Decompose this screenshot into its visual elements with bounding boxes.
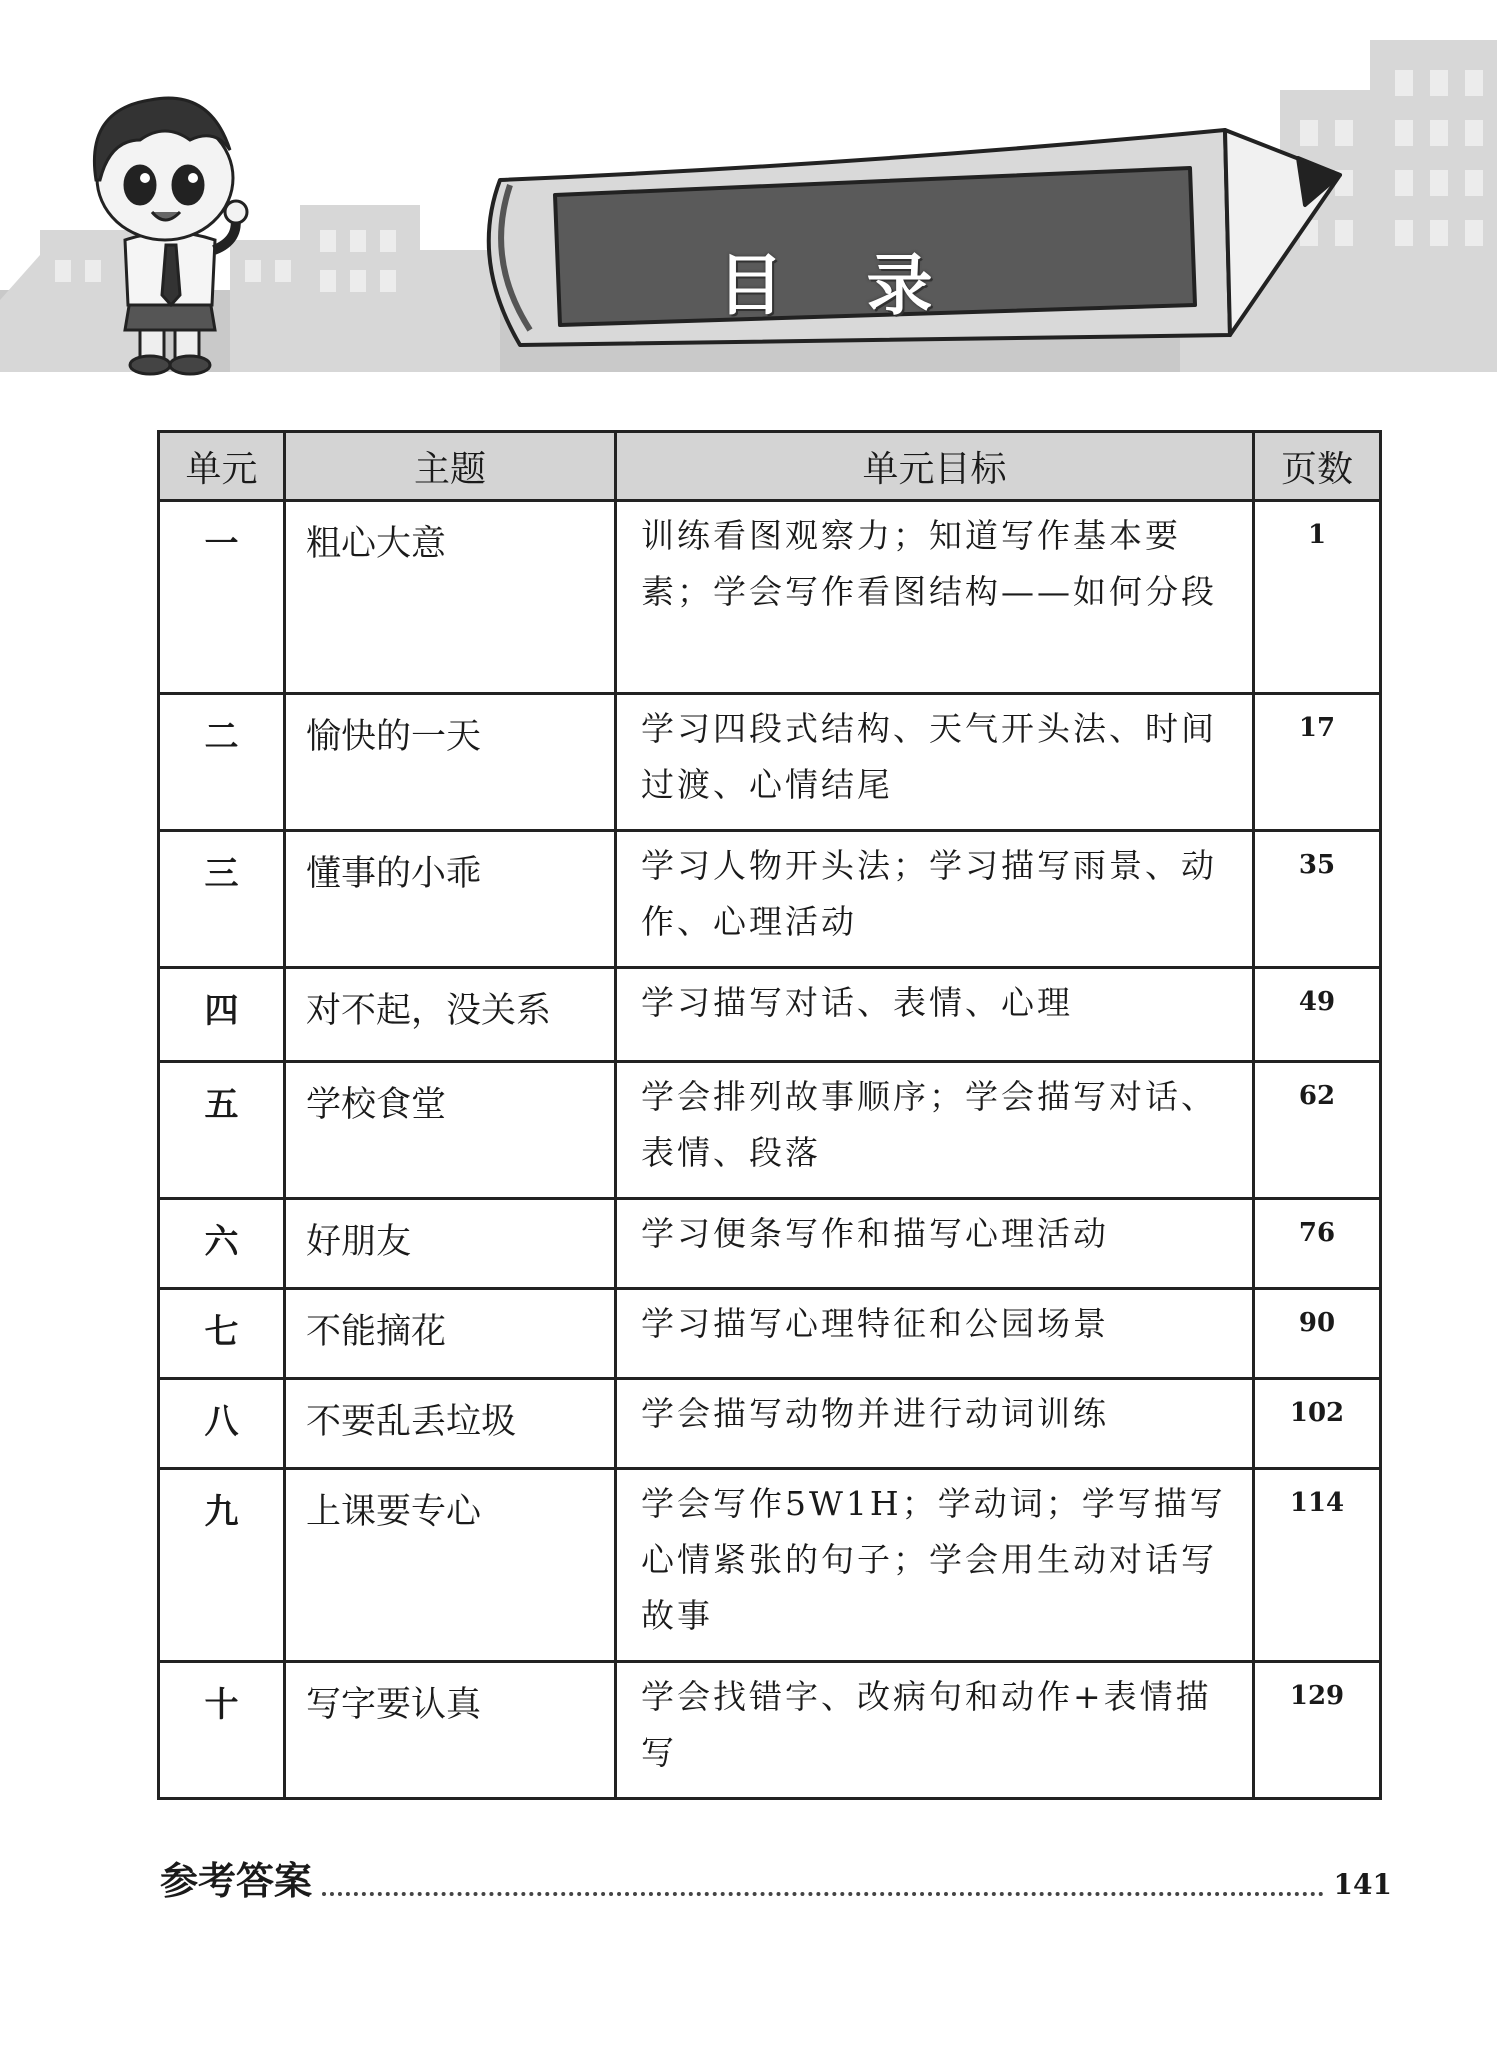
unit-cell: 六 — [159, 1199, 285, 1289]
topic-cell: 不能摘花 — [285, 1289, 616, 1379]
topic-cell: 写字要认真 — [285, 1662, 616, 1799]
unit-cell: 十 — [159, 1662, 285, 1799]
table-row — [159, 1379, 1381, 1469]
topic-cell: 粗心大意 — [285, 501, 616, 694]
table-row — [159, 1289, 1381, 1379]
topic-cell: 上课要专心 — [285, 1469, 616, 1662]
unit-cell: 一 — [159, 501, 285, 694]
table-row — [159, 968, 1381, 1062]
unit-cell: 二 — [159, 694, 285, 831]
unit-cell: 五 — [159, 1062, 285, 1199]
answers-entry — [160, 1855, 1392, 1905]
topic-cell: 愉快的一天 — [285, 694, 616, 831]
goal-cell: 学会写作5W1H；学动词；学写描写心情紧张的句子；学会用生动对话写故事 — [616, 1469, 1254, 1662]
topic-cell: 对不起，没关系 — [285, 968, 616, 1062]
goal-cell: 学习描写对话、表情、心理 — [616, 968, 1254, 1062]
table-row — [159, 694, 1381, 831]
unit-cell: 九 — [159, 1469, 285, 1662]
table-row — [159, 1062, 1381, 1199]
page-cell: 76 — [1254, 1199, 1381, 1289]
table-row — [159, 1199, 1381, 1289]
goal-cell: 学习描写心理特征和公园场景 — [616, 1289, 1254, 1379]
topic-cell: 不要乱丢垃圾 — [285, 1379, 616, 1469]
unit-cell: 八 — [159, 1379, 285, 1469]
answers-page: 141 — [1333, 1868, 1392, 1901]
table-row — [159, 1662, 1381, 1799]
unit-cell: 四 — [159, 968, 285, 1062]
column-header-topic: 主题 — [285, 432, 616, 501]
unit-cell: 三 — [159, 831, 285, 968]
page-cell: 35 — [1254, 831, 1381, 968]
topic-cell: 懂事的小乖 — [285, 831, 616, 968]
goal-cell: 学习便条写作和描写心理活动 — [616, 1199, 1254, 1289]
unit-cell: 七 — [159, 1289, 285, 1379]
goal-cell: 学会描写动物并进行动词训练 — [616, 1379, 1254, 1469]
goal-cell: 学会排列故事顺序；学会描写对话、表情、段落 — [616, 1062, 1254, 1199]
table-row — [159, 501, 1381, 694]
answers-label: 参考答案 — [160, 1859, 313, 1903]
table-row — [159, 831, 1381, 968]
contents-table — [157, 430, 1382, 1800]
goal-cell: 学习四段式结构、天气开头法、时间过渡、心情结尾 — [616, 694, 1254, 831]
page-cell: 49 — [1254, 968, 1381, 1062]
goal-cell: 学会找错字、改病句和动作+表情描写 — [616, 1662, 1254, 1799]
goal-cell: 训练看图观察力；知道写作基本要素；学会写作看图结构——如何分段 — [616, 501, 1254, 694]
column-header-unit: 单元 — [159, 432, 285, 501]
page-cell: 114 — [1254, 1469, 1381, 1662]
header-row — [159, 432, 1381, 501]
topic-cell: 好朋友 — [285, 1199, 616, 1289]
table-row — [159, 1469, 1381, 1662]
page-cell: 102 — [1254, 1379, 1381, 1469]
column-header-page: 页数 — [1254, 432, 1381, 501]
topic-cell: 学校食堂 — [285, 1062, 616, 1199]
page-cell: 1 — [1254, 501, 1381, 694]
dot-leader — [322, 1892, 1324, 1896]
page-cell: 129 — [1254, 1662, 1381, 1799]
column-header-goal: 单元目标 — [616, 432, 1254, 501]
page-cell: 62 — [1254, 1062, 1381, 1199]
page-title: 目 录 — [717, 247, 963, 324]
page-cell: 90 — [1254, 1289, 1381, 1379]
goal-cell: 学习人物开头法；学习描写雨景、动作、心理活动 — [616, 831, 1254, 968]
page-cell: 17 — [1254, 694, 1381, 831]
